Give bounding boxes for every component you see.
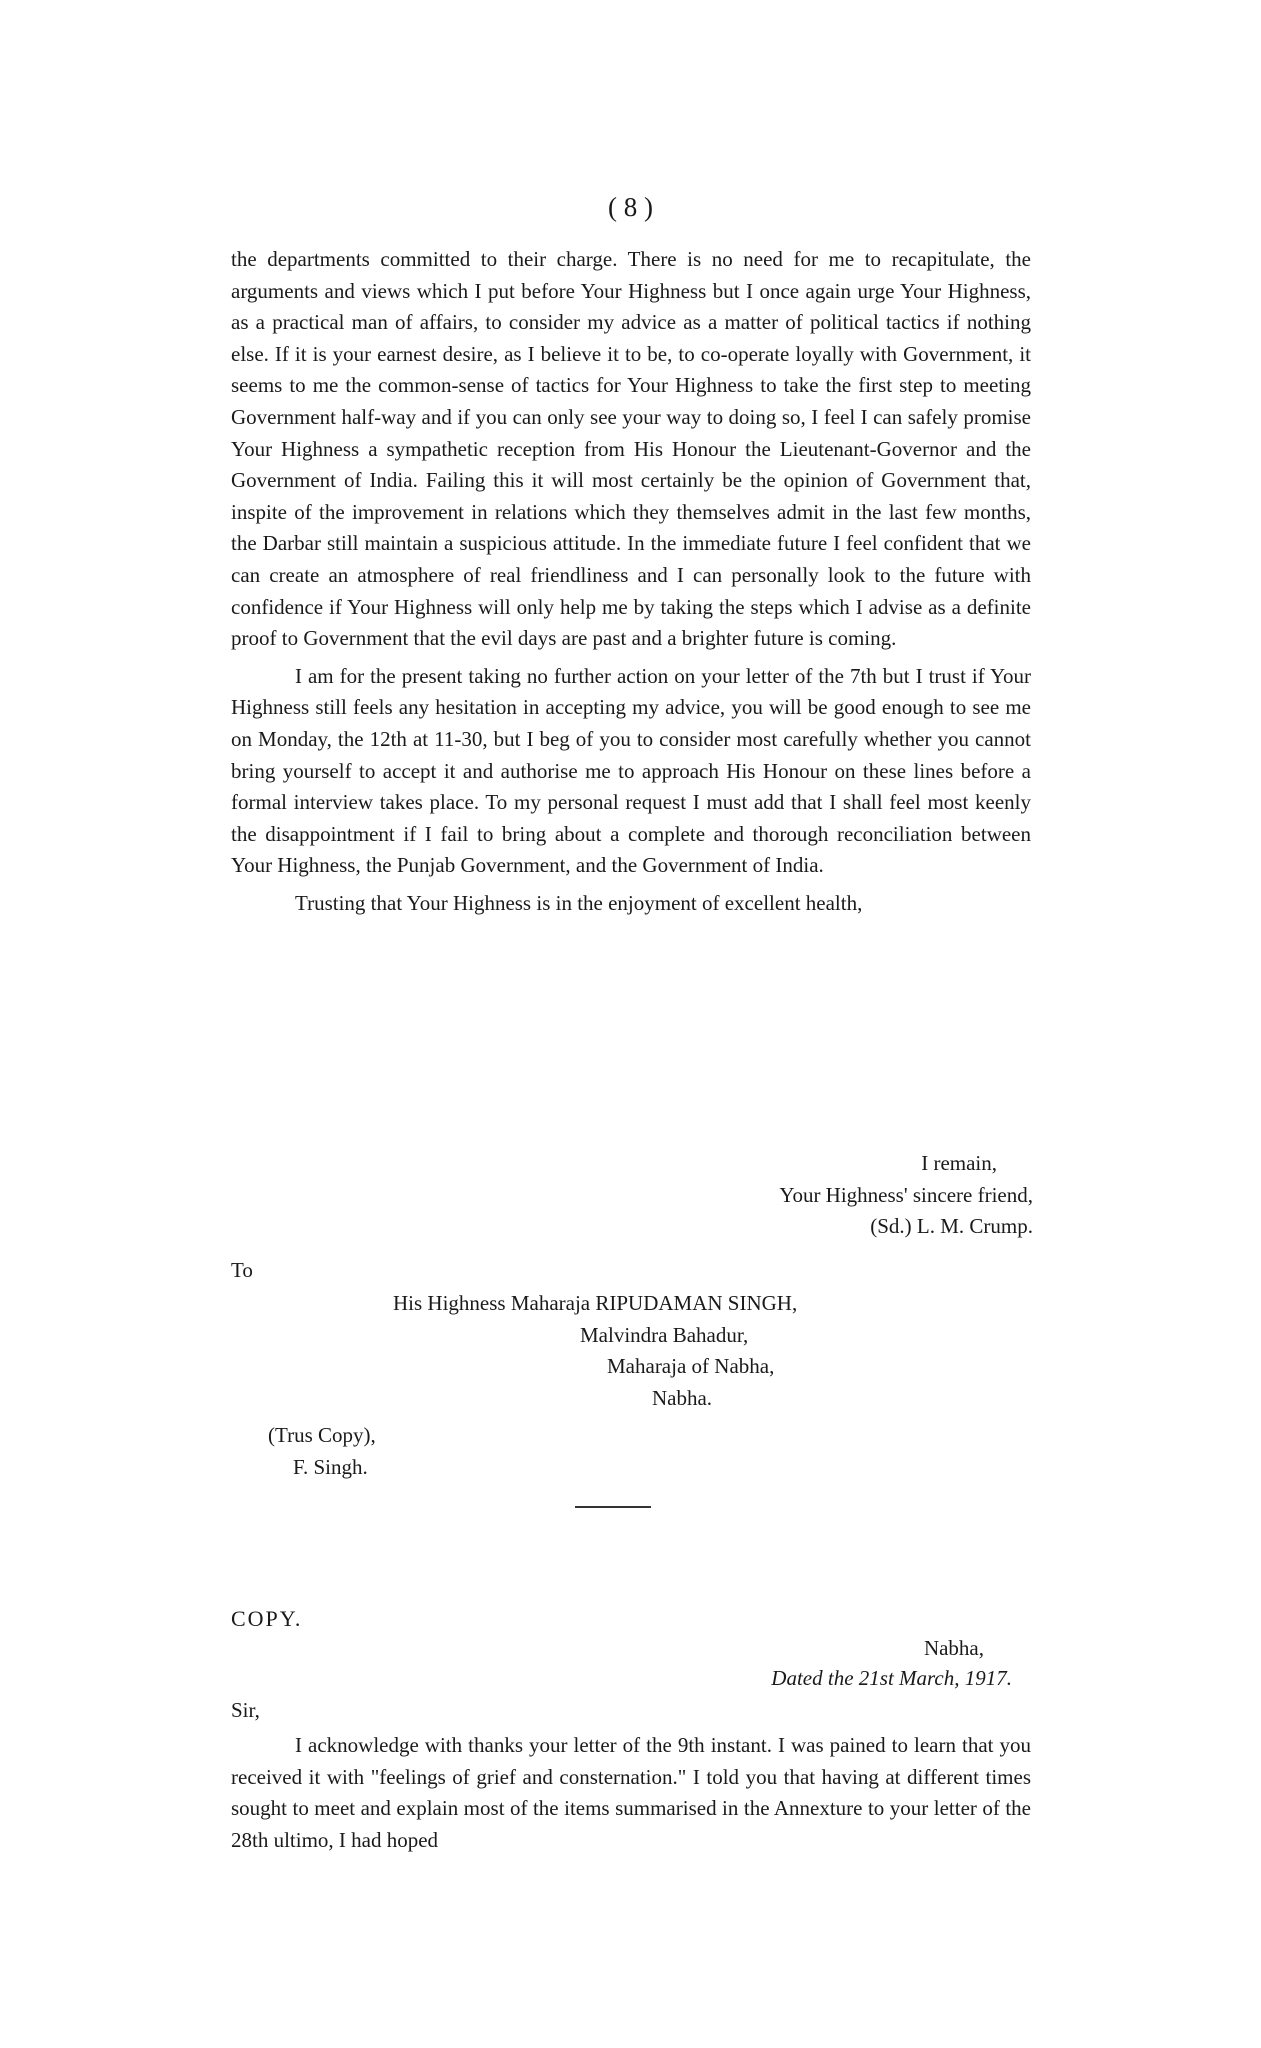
letter-body-continued [231,244,1031,919]
section-divider [575,1506,651,1508]
reply-letter-body [231,1730,1031,1856]
address-line-3: Maharaja of Nabha, [607,1354,775,1379]
page-number: ( 8 ) [608,192,653,222]
paragraph-acknowledge: I acknowledge with thanks your letter of the 9th instant. I was pained to learn that you received it with "feelings of grief and consternation." I told you that having at different times sought to meet and explain most of the items summarised in the Annexture to your letter of the 28th ultimo, I had hoped [231,1733,1031,1852]
recipient-address [393,1288,797,1414]
sign-friend: Your Highness' sincere friend, [779,1182,1033,1207]
paragraph-request: I am for the present taking no further action on your letter of the 7th but I trust if Your Highness still feels any hesitation in accepting my advice, you will be good enough to see me on Monday, the 12th at 11-30, but I beg of you to consider most carefully whether you cannot bring yourself to accept it and authorise me to approach His Honour on these lines before a formal interview takes place. To my personal request I must add that I shall feel most keenly the disappointment if I fail to bring about a complete and thorough reconciliation between Your Highness, the Punjab Government, and the Government of India. [231,663,1031,878]
letter-date: Dated the 21st March, 1917. [771,1666,1012,1690]
sign-name: (Sd.) L. M. Crump. [870,1214,1033,1239]
salutation: Sir, [231,1698,260,1722]
paragraph-advice: the departments committed to their charge. There is no need for me to recapitulate, the arguments and views which I put before Your Highness but I once again urge Your Highness, as a practical man of affairs, to consider my advice as a matter of political tactics if nothing else. If it is your earnest desire, as I believe it to be, to co-operate loyally with Government, it seems to me the common-sense of tactics for Your Highness to take the first step to meeting Government half-way and if you can only see your way to doing so, I feel I can safely promise Your Highness a sympathetic reception from His Honour the Lieutenant-Governor and the Government of India. Failing this it will most certainly be the opinion of Government that, inspite of the improvement in relations which they themselves admit in the last few months, the Darbar still maintain a suspicious attitude. In the immediate future I feel confident that we can create an atmosphere of real friendliness and I can personally look to the future with confidence if Your Highness will only help me by taking the steps which I advise as a definite proof to Government that the evil days are past and a brighter future is coming. [231,247,1031,651]
address-line-2: Malvindra Bahadur, [580,1322,749,1347]
sign-remain: I remain, [921,1151,997,1175]
address-line-1: His Highness Maharaja RIPUDAMAN SINGH, [393,1291,798,1315]
true-copy-attestation [268,1420,376,1483]
paragraph-closing: Trusting that Your Highness is in the enjoyment of excellent health, [295,890,863,915]
true-copy-line-1: (Trus Copy), [268,1423,376,1447]
letter-place: Nabha, [923,1636,984,1660]
address-line-4: Nabha. [652,1385,713,1410]
true-copy-line-2: F. Singh. [293,1454,368,1479]
to-label: To [231,1258,253,1282]
copy-heading: COPY. [231,1606,303,1631]
signature-block [779,1148,1033,1243]
